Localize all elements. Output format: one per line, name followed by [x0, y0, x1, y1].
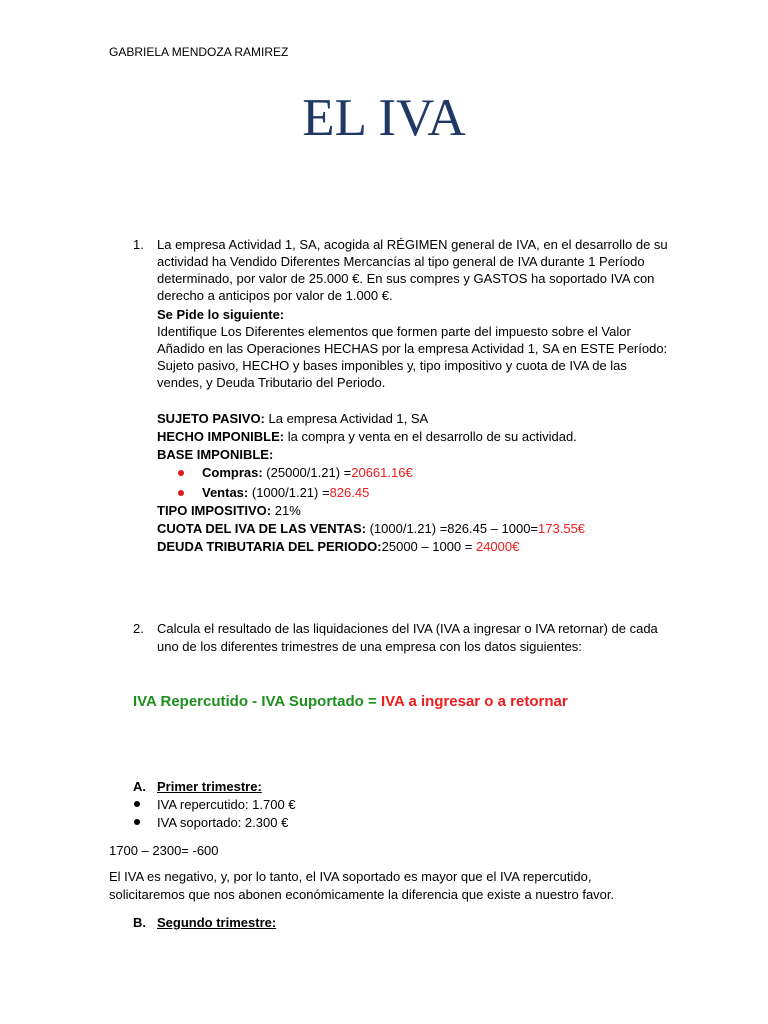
- q2-line-1: Calcula el resultado de las liquidaciones del IVA (IVA a ingresar o IVA retornar) de cada: [157, 621, 658, 636]
- q1-number: 1.: [133, 237, 144, 252]
- sujeto-value: La empresa Actividad 1, SA: [264, 411, 429, 426]
- cuota-result: 173.55€: [538, 521, 586, 536]
- ventas-label: Ventas:: [202, 485, 249, 500]
- explanation-a-line-1: El IVA es negativo, y, por lo tanto, el IVA soportado es mayor que el IVA repercutido,: [109, 869, 592, 884]
- section-b-heading: Segundo trimestre:: [157, 915, 277, 930]
- iva-soportado-a: IVA soportado: 2.300 €: [157, 815, 289, 830]
- q1-line-5: Identifique Los Diferentes elementos que formen parte del impuesto sobre el Valor: [157, 324, 631, 339]
- tipo-impositivo: [157, 502, 301, 519]
- tipo-value: 21%: [271, 503, 301, 518]
- hecho-value: la compra y venta en el desarrollo de su actividad.: [284, 429, 577, 444]
- compras-item: [202, 464, 413, 481]
- cuota-value: (1000/1.21) =826.45 – 1000=: [365, 521, 539, 536]
- q1-line-8: vendes, y Deuda Tributario del Periodo.: [157, 375, 386, 390]
- calc-a: 1700 – 2300= -600: [109, 843, 219, 858]
- tipo-label: TIPO IMPOSITIVO:: [157, 503, 272, 518]
- q1-se-pide: Se Pide lo siguiente:: [157, 307, 285, 322]
- compras-value: (25000/1.21) =: [262, 465, 352, 480]
- hecho-label: HECHO IMPONIBLE:: [157, 429, 285, 444]
- document-title: EL IVA: [302, 89, 466, 147]
- explanation-a-line-2: solicitaremos que nos abonen económicamente la diferencia que existe a nuestro favor.: [109, 887, 615, 902]
- bullet-dot-icon: [134, 801, 140, 807]
- compras-label: Compras:: [202, 465, 263, 480]
- cuota-iva: [157, 520, 585, 537]
- iva-formula: [133, 692, 568, 712]
- section-a-letter: A.: [133, 779, 146, 794]
- q1-line-2: actividad ha Vendido Diferentes Mercancías al tipo general de IVA durante 1 Período: [157, 254, 645, 269]
- q1-line-1: La empresa Actividad 1, SA, acogida al RÉGIMEN general de IVA, en el desarrollo de su: [157, 237, 668, 252]
- section-b-letter: B.: [133, 915, 146, 930]
- deuda-label: DEUDA TRIBUTARIA DEL PERIODO:: [157, 539, 382, 554]
- deuda-result: 24000€: [475, 539, 520, 554]
- cuota-label: CUOTA DEL IVA DE LAS VENTAS:: [157, 521, 366, 536]
- bullet-dot-icon: [178, 490, 184, 496]
- ventas-result: 826.45: [329, 485, 370, 500]
- iva-repercutido-a: IVA repercutido: 1.700 €: [157, 797, 296, 812]
- formula-right: IVA a ingresar o a retornar: [380, 693, 568, 710]
- ventas-item: [202, 484, 369, 501]
- bullet-dot-icon: [178, 470, 184, 476]
- q1-line-7: Sujeto pasivo, HECHO y bases imponibles y, tipo impositivo y cuota de IVA de las: [157, 358, 627, 373]
- q1-line-6: Añadido en las Operaciones HECHAS por la empresa Actividad 1, SA en ESTE Período:: [157, 341, 668, 356]
- section-a-heading: Primer trimestre:: [157, 779, 262, 794]
- author-name: GABRIELA MENDOZA RAMIREZ: [109, 45, 289, 59]
- compras-result: 20661.16€: [351, 465, 413, 480]
- q2-line-2: uno de los diferentes trimestres de una empresa con los datos siguientes:: [157, 639, 582, 654]
- base-imponible-label: BASE IMPONIBLE:: [157, 447, 274, 462]
- ventas-value: (1000/1.21) =: [248, 485, 330, 500]
- q1-line-3: determinado, por valor de 25.000 €. En sus compres y GASTOS ha soportado IVA con: [157, 271, 655, 286]
- deuda-value: 25000 – 1000 =: [381, 539, 476, 554]
- q2-number: 2.: [133, 621, 144, 636]
- sujeto-pasivo: [157, 410, 428, 427]
- formula-left: IVA Repercutido - IVA Suportado =: [133, 693, 381, 710]
- deuda-tributaria: [157, 538, 519, 555]
- sujeto-label: SUJETO PASIVO:: [157, 411, 265, 426]
- hecho-imponible: [157, 428, 577, 445]
- bullet-dot-icon: [134, 819, 140, 825]
- q1-line-4: derecho a anticipos por valor de 1.000 €.: [157, 288, 393, 303]
